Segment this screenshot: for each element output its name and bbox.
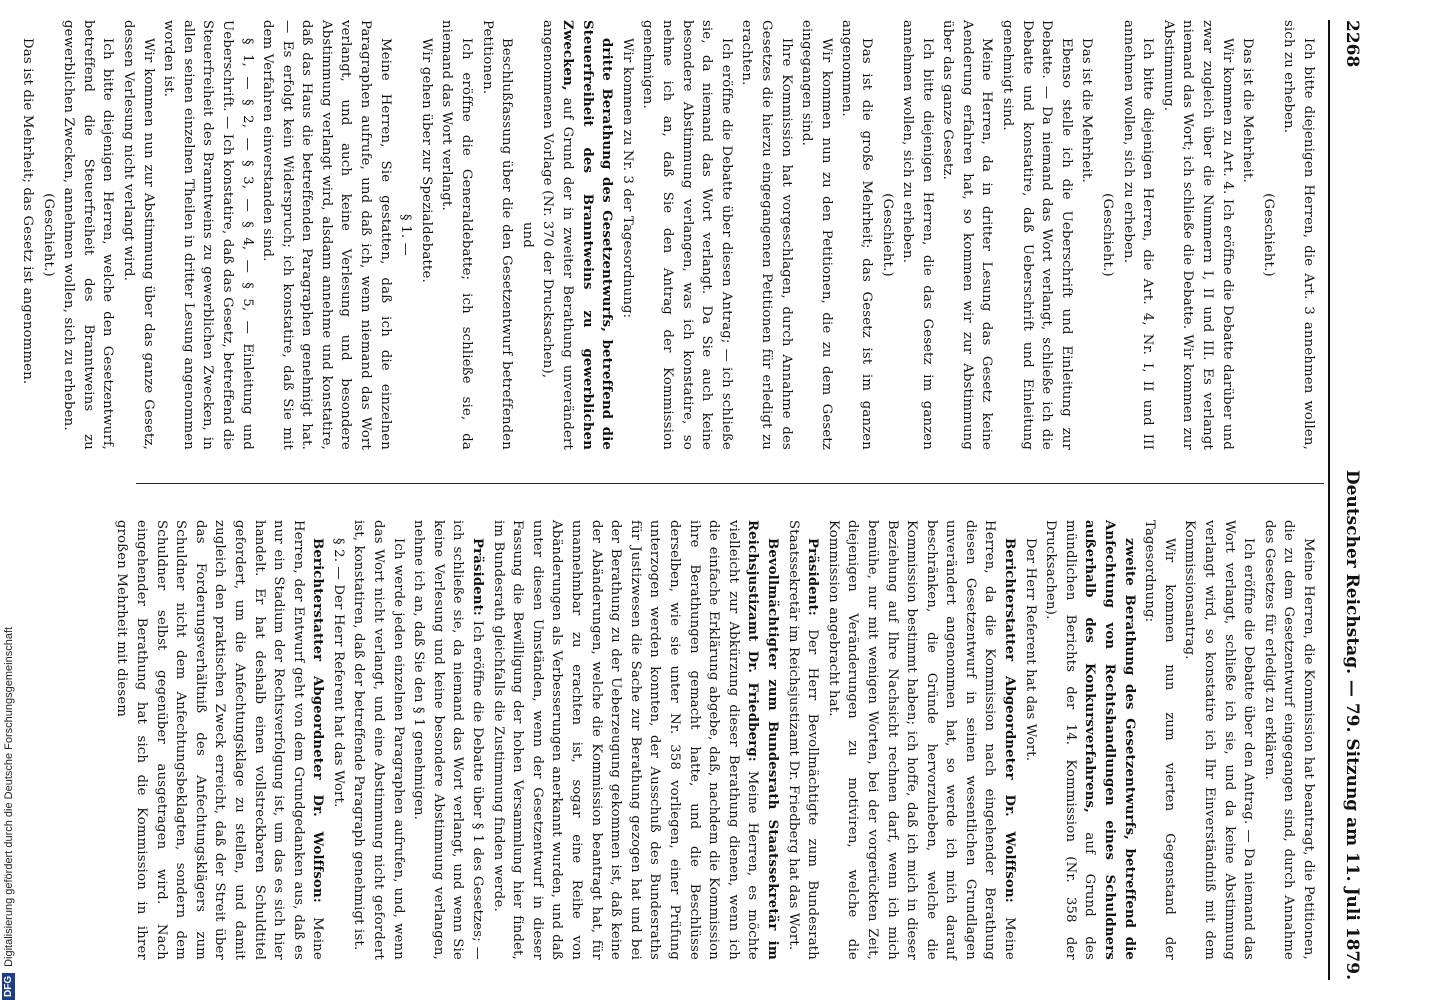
paragraph: Wir kommen nun zur Abstimmung über das ganze Gesetz, dessen Verlesung nicht verlangt wird. — [120, 20, 156, 450]
right-text-column — [114, 520, 1318, 960]
paragraph: Ich eröffne die Debatte über den Antrag. — Da niemand das Wort verlangt, schließe ich sie, und da keine Abstimmung verlangt wird, so konstatire ich Ihr Einverständniß mit dem Kommissionsantrag. — [1182, 520, 1257, 960]
paragraph: Ich bitte diejenigen Herren, die Art. 4, Nr. I, II und III annehmen wollen, sich zu erheben. — [1120, 20, 1156, 450]
paragraph: Ihre Kommission hat vorgeschlagen, durch Annahme des Gesetzes die hierzu eingegangenen Petitionen für erledigt zu erachten. — [739, 20, 794, 450]
paragraph: Beschlußfassung über die den Gesetzentwurf betreffenden Petitionen. — [479, 20, 515, 450]
paragraph: Ich werde jeden einzelnen Paragraphen aufrufen, und, wenn das Wort nicht verlangt, und eine Abstimmung nicht gefordert ist, konstatiren, daß der betreffende Paragraph genehmigt ist. — [351, 520, 406, 960]
paragraph: Ich bitte diejenigen Herren, die Art. 3 annehmen wollen, sich zu erheben. — [1281, 20, 1316, 450]
paragraph: Das ist die Mehrheit; das Gesetz ist angenommen. — [20, 38, 35, 385]
paragraph: Wir gehen über zur Spezialdebatte. — [418, 38, 434, 283]
paragraph: Ebenso stelle ich die Ueberschrift und Einleitung zur Debatte. — Da niemand das Wort verlangt, schließe ich die Debatte und konstatire, daß Ueberschrift und Einleitung genehmigt sind. — [1000, 20, 1074, 450]
paragraph: Meine Herren, die Kommission hat beantragt, die Petitionen, die zu dem Gesetzentwurf eingegangen sind, durch Annahme des Gesetzes für erledigt zu erklären. — [1261, 520, 1316, 960]
paragraph: Berichterstatter Abgeordneter Dr. Wolffson: Meine Herren, der Entwurf geht von dem Grundgedanken aus, daß es nur ein Stadium der Rechtsverfolgung ist, um das es sich hier handelt. Er hat deshalb einen vollstreckbaren Schuldtitel gefordert, um die Anfechtungsklage zu stellen, und damit zugleich den praktischen Zweck erreicht, daß der Streit über das Forderungsverhältniß des Anfechtungsklägers zum Schuldner nicht dem Anfechtungsbeklagten, sondern dem Schuldner selbst gegenüber ausgetragen wird. Nach eingehender Berathung hat sich die Kommission in ihrer großen Mehrheit mit diesem — [114, 520, 326, 960]
paragraph: Ich bitte diejenigen Herren, die das Gesetz im ganzen annehmen wollen, sich zu erheben. — [900, 20, 935, 450]
paragraph: § 2. — Der Herr Referent hat das Wort. — [330, 538, 346, 808]
column-divider — [136, 483, 1324, 484]
paragraph: Das ist die Mehrheit. — [1240, 38, 1256, 183]
paragraph: Wir kommen zu Art. 4. Ich eröffne die Debatte darüber und zwar zugleich über die Nummern I, II und III. Es verlangt niemand das Wort; ich schließe die Debatte. Wir kommen zur Abstimmung. — [1160, 20, 1235, 450]
paragraph: Meine Herren, Sie gestatten, daß ich die einzelnen Paragraphen aufrufe, und daß ich, wenn niemand das Wort verlangt, und auch keine Verlesung und besondere Abstimmung verlangt wird, alsdann annehme und konstatire, daß das Haus die betreffenden Paragraphen genehmigt hat. — Es erfolgt kein Widerspruch; ich konstatire, daß Sie mit dem Verfahren einverstanden sind. — [260, 20, 393, 450]
left-text-column — [20, 20, 1318, 450]
paragraph: zweite Berathung des Gesetzentwurfs, betreffend die Anfechtung von Rechtshandlungen eines Schuldners außerhalb des Konkursverfahrens, auf Grund des mündlichen Berichts der 14. Kommission (Nr. 358 der Drucksachen). — [1043, 520, 1137, 960]
paragraph: (Geschieht.) — [40, 193, 56, 277]
dfg-logo: DFG — [2, 973, 15, 1000]
paragraph: Das ist die große Mehrheit; das Gesetz ist im ganzen angenommen. — [839, 20, 874, 450]
page-number: 2268 — [1342, 20, 1362, 68]
paragraph: § 1, — § 2, — § 3, — § 4, — § 5, — Einleitung und Ueberschrift. — Ich konstatire, daß das Gesetz, betreffend die Steuerfreiheit des Branntweins zu gewerblichen Zwecken, in allen seinen einzelnen Theilen in dritter Lesung angenommen worden ist. — [161, 20, 255, 450]
paragraph: Präsident: Der Herr Bevollmächtigte zum Bundesrath Staatssekretär im Reichsjustizamt Dr. Friedberg hat das Wort. — [785, 520, 821, 960]
paragraph: Bevollmächtigter zum Bundesrath Staatssekretär im Reichsjustizamt Dr. Friedberg: Meine Herren, es möchte vielleicht zur Abkürzung dieser Berathung dienen, wenn ich die einfache Erklärung abgebe, daß, nachdem die Kommission ihre Berathungen gemacht hatte, und die Beschlüsse derselben, wie sie unter Nr. 358 vorliegen, einer Prüfung unterzogen werden konnten, der Ausschuß des Bundesraths für Justizwesen die Sache zur Berathung gezogen hat und bei der Berathung zu der Ueberzeugung gekommen ist, daß keine der Abänderungen, welche die Kommission beantragt hat, für unannehmbar zu erachten ist, sogar eine Reihe von Abänderungen als Verbesserungen anerkannt wurden, und daß unter diesen Umständen, wenn der Gesetzentwurf in dieser Fassung die Bewilligung der hohen Versammlung hier findet, im Bundesrath gleichfalls die Zustimmung finden werde. — [490, 520, 780, 960]
page-header — [1334, 20, 1362, 980]
paragraph: Der Herr Referent hat das Wort. — [1022, 538, 1038, 762]
paragraph: Ich bitte diejenigen Herren, welche den Gesetzentwurf, betreffend die Steuerfreiheit des Branntweins zu gewerblichen Zwecken, annehmen wollen, sich zu erheben. — [61, 20, 116, 450]
paragraph: und — [519, 221, 535, 249]
paragraph: (Geschieht.) — [1260, 193, 1276, 277]
running-title: Deutscher Reichstag. — 79. Sitzung am 11. Juli 1879. — [1342, 469, 1362, 980]
paragraph: Wir kommen nun zu den Petitionen, die zu dem Gesetz eingegangen sind. — [799, 20, 834, 450]
paragraph: Präsident: Ich eröffne die Debatte über § 1 des Gesetzes; — ich schließe sie, da niemand das Wort verlangt, und wenn Sie keine Verlesung und keine besondere Abstimmung verlangen, nehme ich an, daß Sie den § 1 genehmigen. — [411, 520, 486, 960]
paragraph: Ich eröffne die Debatte über diesen Antrag; — ich schließe sie, da niemand das Wort verlangt. Da Sie auch keine besondere Abstimmung verlangen, was ich konstatire, so nehme ich an, daß Sie den Antrag der Kommission genehmigen. — [640, 20, 734, 450]
paragraph: Wir kommen nun zum vierten Gegenstand der Tagesordnung: — [1142, 520, 1177, 960]
paragraph: Berichterstatter Abgeordneter Dr. Wolffson: Meine Herren, da die Kommission nach eingehender Berathung diesen Gesetzentwurf in seinen wesentlichen Grundlagen unverändert angenommen hat, so werde ich mich darauf beschränken, die Gründe hervorzuheben, welche die Kommission bestimmt haben; ich hoffe, daß ich mich in dieser Beziehung auf Ihre Nachsicht rechnen darf, wenn ich mich bemühe, nur mit wenigen Worten, bei der vorgerückten Zeit, diejenigen Veränderungen zu motiviren, welche die Kommission angebracht hat. — [825, 520, 1018, 960]
credit-text: Digitalisierung gefördert durch die Deutsche Forschungsgemeinschaft — [2, 626, 15, 967]
paragraph: § 1. — — [398, 214, 414, 256]
paragraph: Wir kommen zu Nr. 3 der Tagesordnung: — [619, 38, 635, 319]
scanned-page — [20, 0, 1396, 1000]
header-rule — [1328, 20, 1330, 980]
paragraph: (Geschieht.) — [1100, 193, 1116, 277]
paragraph: dritte Berathung des Gesetzentwurfs, betreffend die Steuerfreiheit des Branntweins zu gewerblichen Zwecken, auf Grund der in zweiter Berathung unverändert angenommenen Vorlage (Nr. 370 der Drucksachen), — [540, 20, 615, 450]
paragraph: Das ist die Mehrheit. — [1079, 38, 1095, 183]
paragraph: Ich eröffne die Generaldebatte; ich schließe sie, da niemand das Wort verlangt. — [439, 20, 475, 450]
paragraph: Meine Herren, da in dritter Lesung das Gesetz keine Aenderung erfahren hat, so kommen wir zur Abstimmung über das ganze Gesetz. — [940, 20, 995, 450]
paragraph: (Geschieht.) — [879, 193, 895, 277]
